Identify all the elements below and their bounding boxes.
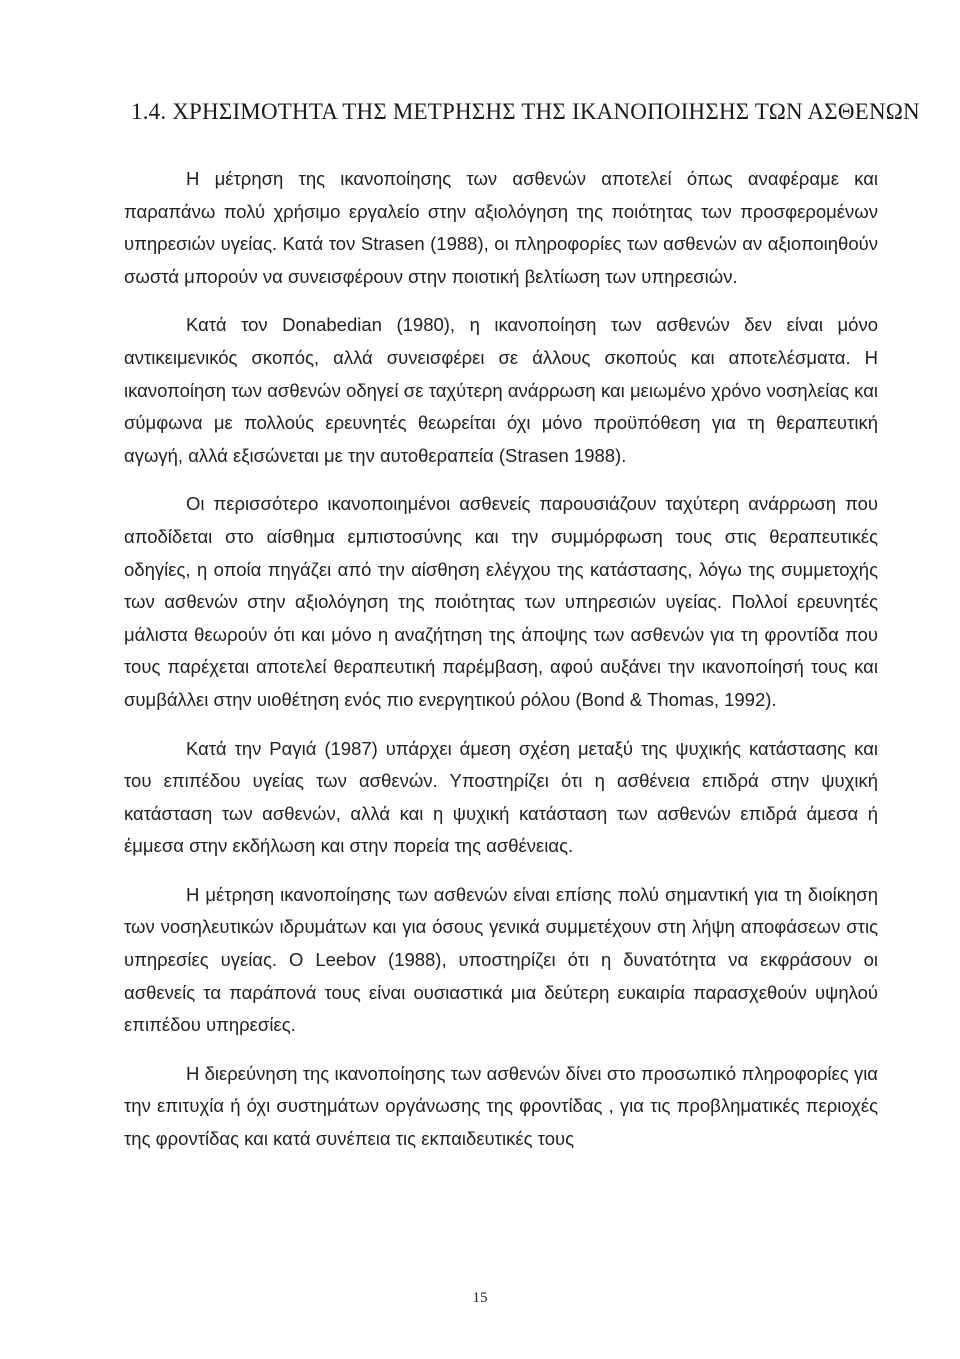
paragraph-3: Οι περισσότερο ικανοποιημένοι ασθενείς παρουσιάζουν ταχύτερη ανάρρωση που αποδίδεται στο αίσθημα εμπιστοσύνης και την συμμόρφωση τους στις θεραπευτικές οδηγίες, η οποία πηγάζει από την αίσθηση ελέγχου της κατάστασης, λόγω της συμμετοχής των ασθενών στην αξιολόγηση της ποιότητας των υπηρεσιών υγείας. Πολλοί ερευνητές μάλιστα θεωρούν ότι και μόνο η αναζήτηση της άποψης των ασθενών για τη φροντίδα που τους παρέχεται αποτελεί θεραπευτική παρέμβαση, αφού αυξάνει την ικανοποίησή τους και συμβάλλει στην υιοθέτηση ενός πιο ενεργητικού ρόλου (Bond & Thomas, 1992). [124,493,878,710]
body-text [124,163,878,1172]
paragraph-2: Κατά τον Donabedian (1980), η ικανοποίηση των ασθενών δεν είναι μόνο αντικειμενικός σκοπός, αλλά συνεισφέρει σε άλλους σκοπούς και αποτελέσματα. Η ικανοποίηση των ασθενών οδηγεί σε ταχύτερη ανάρρωση και μειωμένο χρόνο νοσηλείας και σύμφωνα με πολλούς ερευνητές θεωρείται όχι μόνο προϋπόθεση για τη θεραπευτική αγωγή, αλλά εξισώνεται με την αυτοθεραπεία (Strasen 1988). [124,314,878,466]
section-heading: 1.4. ΧΡΗΣΙΜΟΤΗΤΑ ΤΗΣ ΜΕΤΡΗΣΗΣ ΤΗΣ ΙΚΑΝΟΠΟΙΗΣΗΣ ΤΩΝ ΑΣΘΕΝΩΝ [131,99,920,124]
paragraph-4: Κατά την Ραγιά (1987) υπάρχει άμεση σχέση μεταξύ της ψυχικής κατάστασης και του επιπέδου υγείας των ασθενών. Υποστηρίζει ότι η ασθένεια επιδρά στην ψυχική κατάσταση των ασθενών, αλλά και η ψυχική κατάσταση των ασθενών επιδρά άμεσα ή έμμεσα στην εκδήλωση και στην πορεία της ασθένειας. [124,737,878,857]
paragraph-6: Η διερεύνηση της ικανοποίησης των ασθενών δίνει στο προσωπικό πληροφορίες για την επιτυχία ή όχι συστημάτων οργάνωσης της φροντίδας , για τις προβληματικές περιοχές της φροντίδας και κατά συνέπεια τις εκπαιδευτικές τους [124,1062,878,1150]
paragraph-1: Η μέτρηση της ικανοποίησης των ασθενών αποτελεί όπως αναφέραμε και παραπάνω πολύ χρήσιμο εργαλείο στην αξιολόγηση της ποιότητας των προσφερομένων υπηρεσιών υγείας. Κατά τον Strasen (1988), οι πληροφορίες των ασθενών αν αξιοποιηθούν σωστά μπορούν να συνεισφέρουν στην ποιοτική βελτίωση των υπηρεσιών. [124,168,878,287]
page-number: 15 [472,1290,488,1306]
paragraph-5: Η μέτρηση ικανοποίησης των ασθενών είναι επίσης πολύ σημαντική για τη διοίκηση των νοσηλευτικών ιδρυμάτων και για όσους γενικά συμμετέχουν στη λήψη αποφάσεων στις υπηρεσίες υγείας. Ο Leebov (1988), υποστηρίζει ότι η δυνατότητα να εκφράσουν οι ασθενείς τα παράπονά τους είναι ουσιαστικά μια δεύτερη ευκαιρία παρασχεθούν υψηλού επιπέδου υπηρεσίες. [124,883,878,1036]
